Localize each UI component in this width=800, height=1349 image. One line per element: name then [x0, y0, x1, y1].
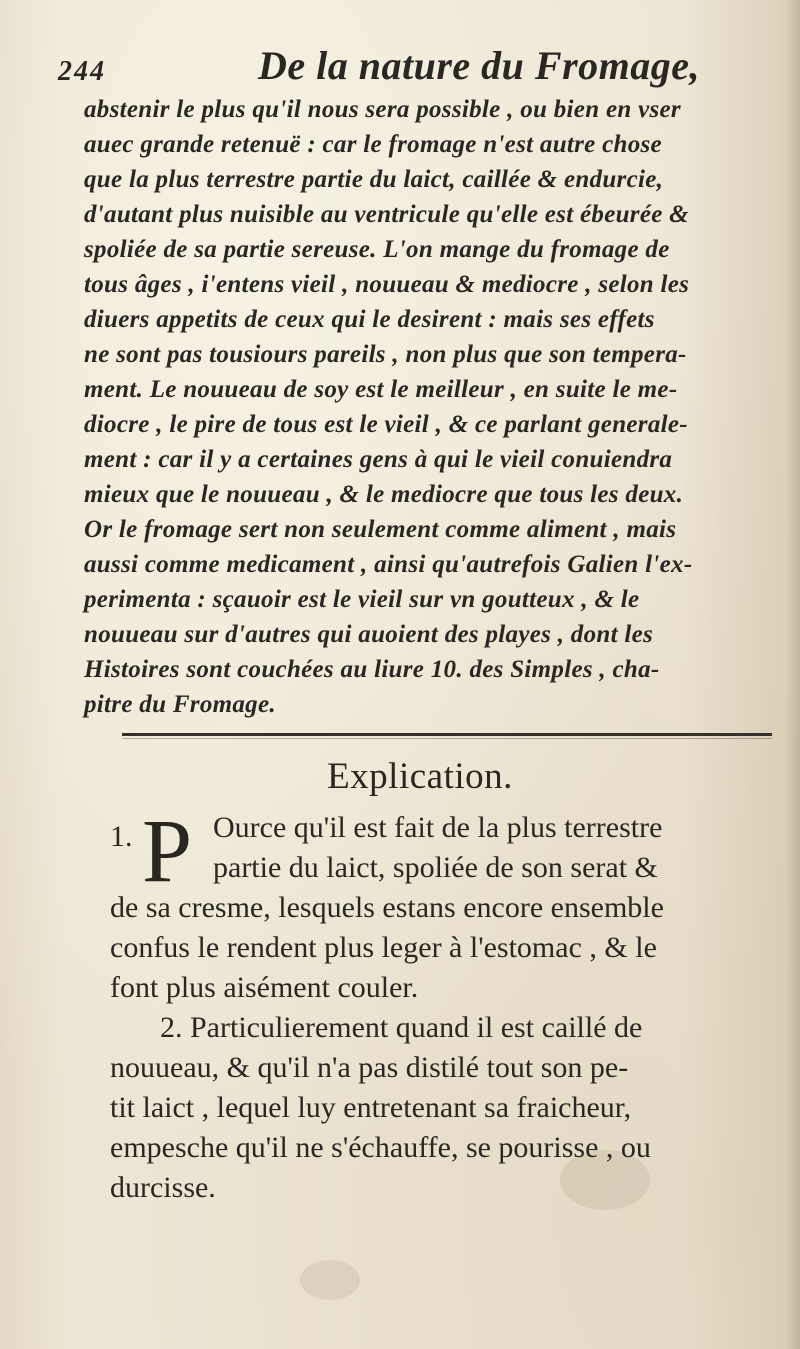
- text-line: durcisse.: [110, 1171, 216, 1204]
- text-line: tous âges , i'entens vieil , nouueau & mediocre , selon les: [84, 271, 690, 298]
- text-line: ne sont pas tousiours pareils , non plus que son tempera-: [84, 341, 687, 368]
- text-line: confus le rendent plus leger à l'estomac , & le: [110, 931, 657, 964]
- page-header: [58, 42, 778, 92]
- text-line: de sa cresme, lesquels estans encore ensemble: [110, 891, 664, 924]
- text-line: mieux que le nouueau , & le mediocre que tous les deux.: [84, 481, 684, 508]
- running-head: De la nature du Fromage,: [258, 43, 701, 88]
- text-line: diocre , le pire de tous est le vieil , & ce parlant generale-: [84, 411, 688, 438]
- horizontal-rule: [122, 733, 772, 736]
- text-line: ment : car il y a certaines gens à qui le vieil conuiendra: [84, 446, 673, 473]
- text-line: ment. Le nouueau de soy est le meilleur , en suite le me-: [84, 376, 678, 403]
- page-number: 244: [58, 56, 106, 87]
- text-line: auec grande retenuë : car le fromage n'est autre chose: [84, 131, 662, 158]
- text-line: empesche qu'il ne s'échauffe, se pourisse , ou: [110, 1131, 651, 1164]
- section-title: Explication.: [327, 756, 513, 797]
- text-line: Ource qu'il est fait de la plus terrestre: [213, 811, 663, 844]
- paragraph-number: 1.: [110, 820, 133, 853]
- text-line: nouueau, & qu'il n'a pas distilé tout son pe-: [110, 1051, 629, 1084]
- text-line: pitre du Fromage.: [84, 691, 276, 718]
- text-line: nouueau sur d'autres qui auoient des playes , dont les: [84, 621, 654, 648]
- text-line: perimenta : sçauoir est le vieil sur vn goutteux , & le: [84, 586, 640, 613]
- italic-text-block: [84, 92, 794, 722]
- text-line: abstenir le plus qu'il nous sera possible , ou bien en vser: [84, 96, 681, 123]
- text-line: Or le fromage sert non seulement comme aliment , mais: [84, 516, 677, 543]
- text-line: d'autant plus nuisible au ventricule qu'elle est ébeurée &: [84, 201, 689, 228]
- text-line: Histoires sont couchées au liure 10. des Simples , cha-: [84, 656, 660, 683]
- text-line: que la plus terrestre partie du laict, caillée & endurcie,: [84, 166, 664, 193]
- text-line: tit laict , lequel luy entretenant sa fraicheur,: [110, 1091, 632, 1124]
- text-line: aussi comme medicament , ainsi qu'autrefois Galien l'ex-: [84, 551, 693, 578]
- text-line: 2. Particulierement quand il est caillé de: [160, 1011, 643, 1044]
- text-line: partie du laict, spoliée de son serat &: [213, 851, 658, 884]
- paper-stain: [300, 1260, 360, 1300]
- text-line: font plus aisément couler.: [110, 971, 419, 1004]
- explication-text-block: [110, 802, 800, 1208]
- text-line: spoliée de sa partie sereuse. L'on mange du fromage de: [84, 236, 670, 263]
- drop-cap: P: [142, 802, 193, 901]
- text-line: diuers appetits de ceux qui le desirent : mais ses effets: [84, 306, 655, 333]
